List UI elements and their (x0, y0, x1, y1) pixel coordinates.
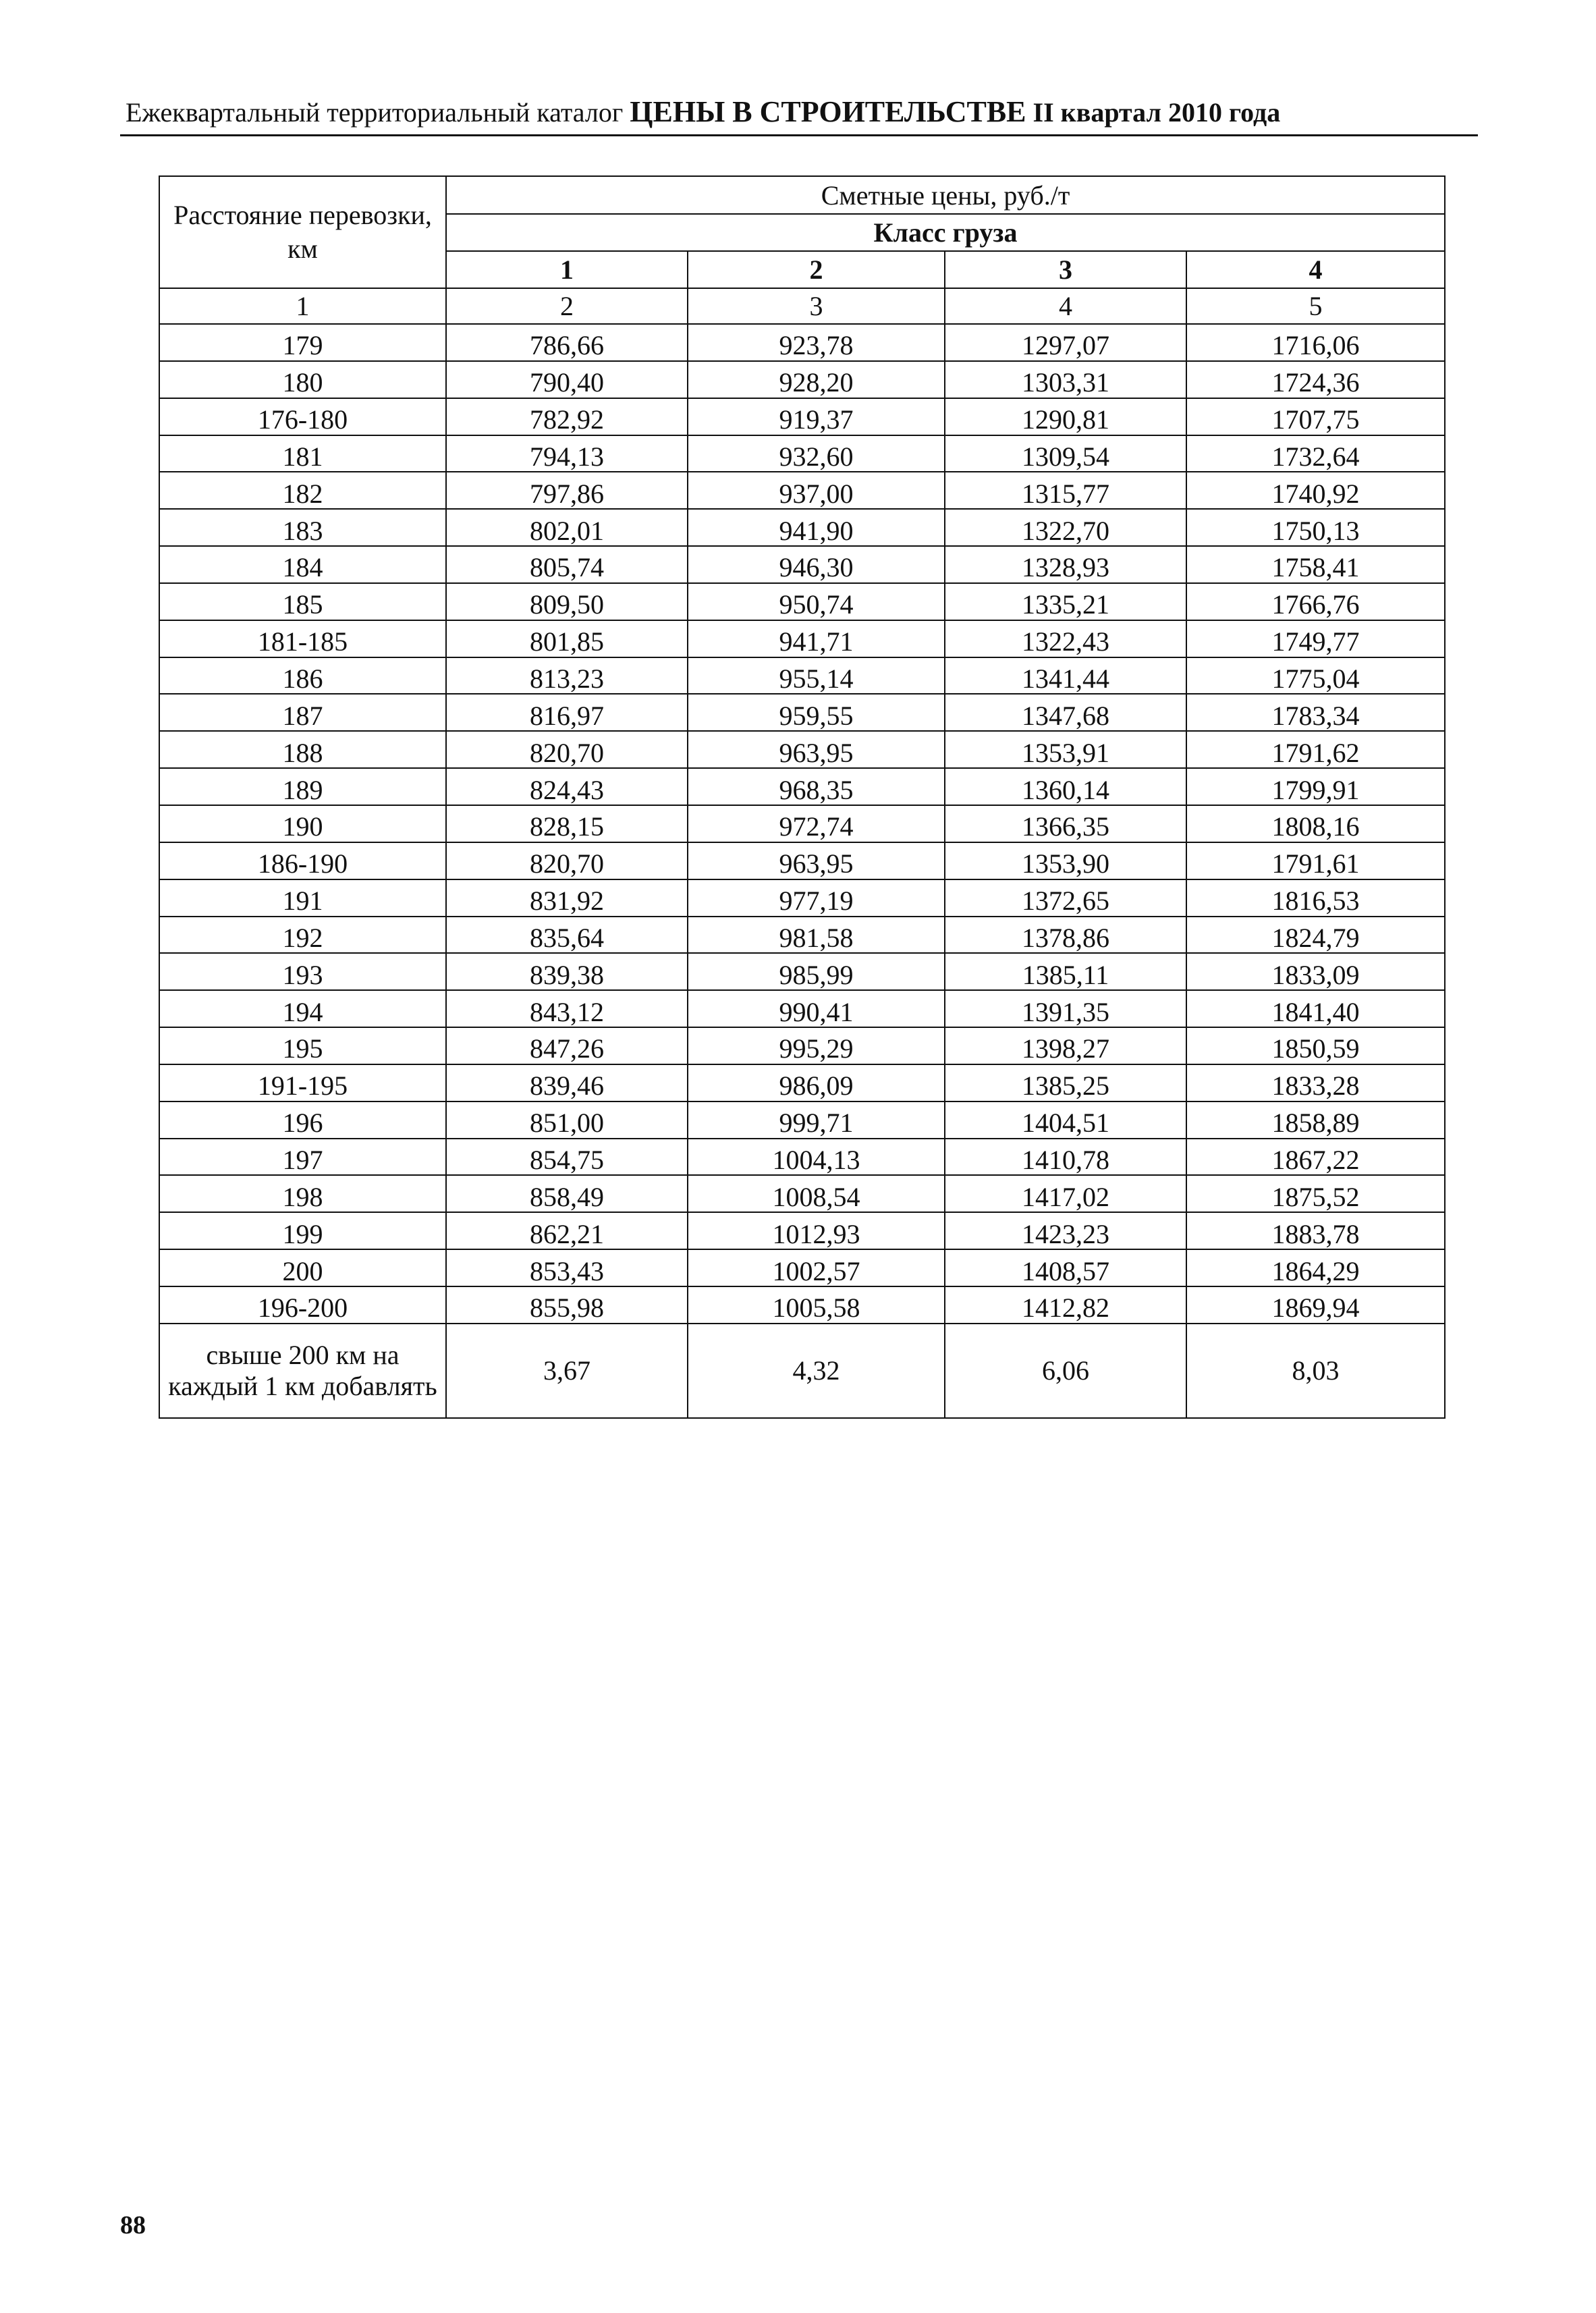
price-cell: 851,00 (446, 1101, 688, 1139)
price-cell: 801,85 (446, 620, 688, 657)
price-cell: 1783,34 (1186, 694, 1445, 731)
price-cell: 963,95 (688, 842, 945, 879)
price-cell: 1004,13 (688, 1139, 945, 1176)
distance-cell: 196-200 (159, 1286, 446, 1324)
price-cell: 928,20 (688, 361, 945, 398)
price-cell: 1883,78 (1186, 1212, 1445, 1249)
price-cell: 932,60 (688, 435, 945, 472)
table-row (159, 435, 1445, 472)
distance-cell: 193 (159, 953, 446, 990)
price-cell: 843,12 (446, 990, 688, 1027)
price-cell: 1867,22 (1186, 1139, 1445, 1176)
price-cell: 855,98 (446, 1286, 688, 1324)
column-number: 3 (688, 288, 945, 324)
price-cell: 1423,23 (945, 1212, 1186, 1249)
catalog-prefix: Ежеквартальный территориальный каталог (126, 97, 624, 128)
price-cell: 1791,61 (1186, 842, 1445, 879)
price-cell: 986,09 (688, 1064, 945, 1101)
distance-cell: 181 (159, 435, 446, 472)
price-cell: 1816,53 (1186, 879, 1445, 917)
table-row (159, 1249, 1445, 1286)
price-cell: 1750,13 (1186, 509, 1445, 546)
price-cell: 995,29 (688, 1027, 945, 1064)
price-cell: 805,74 (446, 546, 688, 583)
price-cell: 794,13 (446, 435, 688, 472)
price-cell: 1008,54 (688, 1175, 945, 1212)
price-cell: 854,75 (446, 1139, 688, 1176)
price-cell: 824,43 (446, 768, 688, 805)
price-cell: 1749,77 (1186, 620, 1445, 657)
price-cell: 853,43 (446, 1249, 688, 1286)
table-row (159, 694, 1445, 731)
price-cell: 1841,40 (1186, 990, 1445, 1027)
price-cell: 963,95 (688, 731, 945, 768)
price-cell: 1858,89 (1186, 1101, 1445, 1139)
extra-price-cell: 6,06 (945, 1324, 1186, 1418)
price-cell: 1005,58 (688, 1286, 945, 1324)
distance-cell: 184 (159, 546, 446, 583)
price-cell: 1869,94 (1186, 1286, 1445, 1324)
price-cell: 950,74 (688, 583, 945, 620)
table-row (159, 1027, 1445, 1064)
price-cell: 1398,27 (945, 1027, 1186, 1064)
distance-cell: 190 (159, 805, 446, 842)
price-cell: 1322,70 (945, 509, 1186, 546)
price-cell: 1328,93 (945, 546, 1186, 583)
table-row (159, 805, 1445, 842)
extra-price-cell: 3,67 (446, 1324, 688, 1418)
price-cell: 946,30 (688, 546, 945, 583)
price-cell: 1824,79 (1186, 917, 1445, 954)
distance-cell: 187 (159, 694, 446, 731)
class-label: 4 (1186, 251, 1445, 288)
price-cell: 1347,68 (945, 694, 1186, 731)
price-cell: 858,49 (446, 1175, 688, 1212)
price-cell: 820,70 (446, 731, 688, 768)
table-row (159, 1212, 1445, 1249)
price-cell: 782,92 (446, 398, 688, 435)
class-label: 1 (446, 251, 688, 288)
distance-cell: 186-190 (159, 842, 446, 879)
price-cell: 790,40 (446, 361, 688, 398)
price-cell: 919,37 (688, 398, 945, 435)
price-cell: 968,35 (688, 768, 945, 805)
distance-cell: 188 (159, 731, 446, 768)
table-row (159, 768, 1445, 805)
price-cell: 1303,31 (945, 361, 1186, 398)
price-cell: 1408,57 (945, 1249, 1186, 1286)
table-row (159, 472, 1445, 509)
distance-cell: 195 (159, 1027, 446, 1064)
price-cell: 955,14 (688, 657, 945, 695)
price-cell: 977,19 (688, 879, 945, 917)
price-cell: 1875,52 (1186, 1175, 1445, 1212)
column-number: 4 (945, 288, 1186, 324)
price-cell: 1724,36 (1186, 361, 1445, 398)
column-number: 5 (1186, 288, 1445, 324)
price-cell: 1850,59 (1186, 1027, 1445, 1064)
price-cell: 809,50 (446, 583, 688, 620)
distance-cell: 189 (159, 768, 446, 805)
column-number: 1 (159, 288, 446, 324)
price-cell: 802,01 (446, 509, 688, 546)
price-cell: 839,38 (446, 953, 688, 990)
price-cell: 1410,78 (945, 1139, 1186, 1176)
distance-cell: 179 (159, 324, 446, 361)
price-cell: 1322,43 (945, 620, 1186, 657)
table-row (159, 509, 1445, 546)
price-cell: 937,00 (688, 472, 945, 509)
price-table (159, 175, 1446, 1419)
table-row (159, 953, 1445, 990)
price-cell: 1315,77 (945, 472, 1186, 509)
price-cell: 1412,82 (945, 1286, 1186, 1324)
column-number-row (159, 288, 1445, 324)
price-cell: 835,64 (446, 917, 688, 954)
price-cell: 981,58 (688, 917, 945, 954)
table-row (159, 842, 1445, 879)
price-cell: 828,15 (446, 805, 688, 842)
price-cell: 1833,09 (1186, 953, 1445, 990)
distance-cell: 185 (159, 583, 446, 620)
distance-cell: 181-185 (159, 620, 446, 657)
price-cell: 1335,21 (945, 583, 1186, 620)
distance-cell: 194 (159, 990, 446, 1027)
price-cell: 862,21 (446, 1212, 688, 1249)
running-header (126, 94, 1472, 130)
distance-cell: 191-195 (159, 1064, 446, 1101)
table-row (159, 324, 1445, 361)
price-cell: 1353,91 (945, 731, 1186, 768)
prices-header: Сметные цены, руб./т (446, 176, 1445, 214)
distance-cell: 199 (159, 1212, 446, 1249)
table-row (159, 1139, 1445, 1176)
price-cell: 1385,25 (945, 1064, 1186, 1101)
distance-cell: 200 (159, 1249, 446, 1286)
price-cell: 1799,91 (1186, 768, 1445, 805)
price-cell: 816,97 (446, 694, 688, 731)
price-cell: 1740,92 (1186, 472, 1445, 509)
header-rule (120, 134, 1478, 136)
price-cell: 1353,90 (945, 842, 1186, 879)
price-cell: 820,70 (446, 842, 688, 879)
catalog-period: II квартал 2010 года (1033, 97, 1281, 128)
extra-distance-row (159, 1324, 1445, 1418)
table-row (159, 731, 1445, 768)
price-cell: 847,26 (446, 1027, 688, 1064)
distance-cell: 196 (159, 1101, 446, 1139)
table-row (159, 361, 1445, 398)
distance-column-header: Расстояние перевозки, км (159, 176, 446, 288)
price-cell: 1378,86 (945, 917, 1186, 954)
price-cell: 839,46 (446, 1064, 688, 1101)
price-cell: 1775,04 (1186, 657, 1445, 695)
price-cell: 990,41 (688, 990, 945, 1027)
table-row (159, 546, 1445, 583)
distance-cell: 176-180 (159, 398, 446, 435)
price-cell: 1290,81 (945, 398, 1186, 435)
table-row (159, 879, 1445, 917)
class-label: 3 (945, 251, 1186, 288)
page-number: 88 (120, 2211, 146, 2239)
price-cell: 972,74 (688, 805, 945, 842)
extra-price-cell: 4,32 (688, 1324, 945, 1418)
price-cell: 941,90 (688, 509, 945, 546)
class-label: 2 (688, 251, 945, 288)
extra-distance-label: свыше 200 км на каждый 1 км добавлять (159, 1324, 446, 1418)
price-cell: 1385,11 (945, 953, 1186, 990)
price-cell: 1341,44 (945, 657, 1186, 695)
price-cell: 999,71 (688, 1101, 945, 1139)
column-number: 2 (446, 288, 688, 324)
price-cell: 1766,76 (1186, 583, 1445, 620)
price-cell: 1366,35 (945, 805, 1186, 842)
catalog-title: ЦЕНЫ В СТРОИТЕЛЬСТВЕ (630, 95, 1026, 128)
table-row (159, 1101, 1445, 1139)
price-cell: 1864,29 (1186, 1249, 1445, 1286)
price-cell: 985,99 (688, 953, 945, 990)
distance-cell: 182 (159, 472, 446, 509)
table-row (159, 657, 1445, 695)
price-cell: 1808,16 (1186, 805, 1445, 842)
price-cell: 1791,62 (1186, 731, 1445, 768)
distance-cell: 180 (159, 361, 446, 398)
table-row (159, 583, 1445, 620)
price-cell: 1297,07 (945, 324, 1186, 361)
price-cell: 1012,93 (688, 1212, 945, 1249)
distance-cell: 197 (159, 1139, 446, 1176)
price-cell: 1372,65 (945, 879, 1186, 917)
price-cell: 797,86 (446, 472, 688, 509)
price-cell: 1404,51 (945, 1101, 1186, 1139)
table-row (159, 398, 1445, 435)
distance-cell: 198 (159, 1175, 446, 1212)
price-cell: 1833,28 (1186, 1064, 1445, 1101)
table-row (159, 1064, 1445, 1101)
price-cell: 1707,75 (1186, 398, 1445, 435)
distance-cell: 183 (159, 509, 446, 546)
price-cell: 1732,64 (1186, 435, 1445, 472)
price-cell: 1309,54 (945, 435, 1186, 472)
price-cell: 1417,02 (945, 1175, 1186, 1212)
table-row (159, 990, 1445, 1027)
price-cell: 1360,14 (945, 768, 1186, 805)
table-row (159, 1175, 1445, 1212)
distance-cell: 191 (159, 879, 446, 917)
distance-cell: 186 (159, 657, 446, 695)
price-cell: 1391,35 (945, 990, 1186, 1027)
price-cell: 831,92 (446, 879, 688, 917)
table-row (159, 917, 1445, 954)
price-cell: 1002,57 (688, 1249, 945, 1286)
price-cell: 813,23 (446, 657, 688, 695)
table-row (159, 620, 1445, 657)
distance-cell: 192 (159, 917, 446, 954)
price-cell: 1716,06 (1186, 324, 1445, 361)
price-cell: 786,66 (446, 324, 688, 361)
price-cell: 941,71 (688, 620, 945, 657)
table-row (159, 1286, 1445, 1324)
price-cell: 959,55 (688, 694, 945, 731)
price-cell: 1758,41 (1186, 546, 1445, 583)
price-cell: 923,78 (688, 324, 945, 361)
extra-price-cell: 8,03 (1186, 1324, 1445, 1418)
cargo-class-header: Класс груза (446, 214, 1445, 251)
